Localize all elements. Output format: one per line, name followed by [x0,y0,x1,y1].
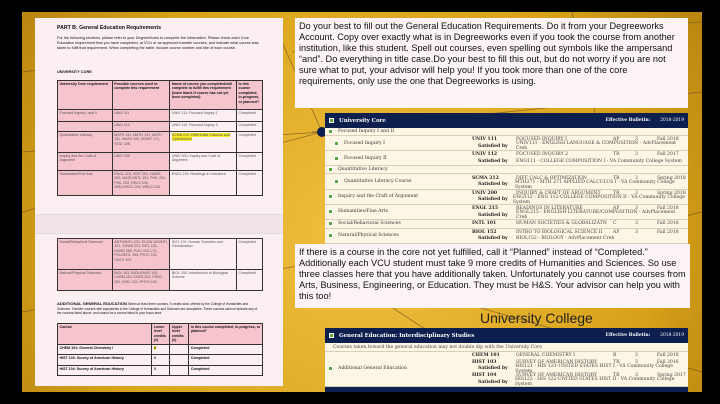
requirement-label: Focused Inquiry I and II [338,129,395,134]
requirement-row [325,136,688,151]
requirement-row [325,229,688,244]
course-code[interactable]: HIST 103 [472,359,497,365]
table-cell[interactable] [112,122,170,132]
instruction-note-2: If there is a course in the core not yet fulfilled, call it “Planned” instead of “Completed.” Additionally each VCU student must take 9 more credits of Humanities and Sciences. So use three classes here that you have additionally taken. Unfortunately you cannot use courses from Arts, Business, Engineering, or Education. They must be H&S. Your advisor can help you with this too! [295,244,690,308]
column-header: Possible courses used to complete this requirement [112,81,170,110]
requirement-courses [472,205,688,219]
satisfied-by-label: Satisfied by [478,182,508,188]
panel-title: University Core [339,117,386,124]
check-icon [328,194,333,199]
panel-footer [325,387,688,392]
table-row [58,153,263,171]
table-cell[interactable] [170,355,189,366]
table-cell[interactable] [237,270,263,291]
course-code[interactable]: UNIV 112 [472,152,498,158]
bulletin-label: Effective Bulletin: [605,333,651,338]
table-cell[interactable] [112,110,170,122]
term: Fall 2016 [657,359,679,365]
additional-note: Select at least three courses, 9 credits total, offered by the College of Humanities and Sciences. Transfer courses with equivalents in the College of Humanities and Sciences are acceptable. These courses cannot replicate any of the courses listed above, and cannot be a course listed in your focus area. [57,302,258,316]
satisfied-by-label: Satisfied by [478,212,508,218]
cell-text: Completed [190,366,210,371]
bulletin-label: Effective Bulletin: [605,118,651,123]
course-title: SURVEY OF AMERICAN HISTORY [516,373,597,379]
transfer-detail: MTH271 - MTH 271 APPLIED CALCULUS I - VA Community College System [514,179,675,190]
column-header: University Core requirement [58,81,113,110]
check-icon [329,118,334,123]
check-icon [328,233,333,238]
check-icon [328,129,333,134]
table-cell[interactable] [112,239,170,270]
cell-text: HIST 103: Survey of American History [59,356,124,361]
credits: 3 [635,221,638,227]
table-cell[interactable] [58,110,113,122]
credits: 3 [635,359,638,365]
requirement-name [325,166,472,173]
cell-text: BIOL 101, BIOL/ENVS 103, CHEM 110, ENVS 201, FRSC 200, INSC 201, PHYS 103 [114,271,163,284]
requirement-courses [472,136,688,150]
requirement-courses [472,128,688,135]
course-title: GENERAL CHEMISTRY I [516,353,575,359]
requirement-name [325,174,472,188]
credits: 3 [635,229,638,235]
requirement-name [325,205,472,219]
cell-text: Completed [238,172,256,176]
table-cell[interactable] [58,239,113,270]
table-cell[interactable] [237,110,263,122]
cell-text: Focused Inquiry I and II [59,111,98,115]
cell-text: HIST 104: Survey of American History [59,366,124,371]
satisfied-by-label: Satisfied by [478,366,508,372]
table-cell[interactable] [58,344,152,355]
check-icon [329,333,334,338]
bulletin-value: 2018-2019 [660,333,684,338]
requirement-label: Quantitative Literacy [338,167,388,173]
credits: 3 [635,152,638,158]
column-header: Name of course you completed/will complete to fulfill this requirement (leave blank if course has not yet been completed) [170,81,237,110]
course-line [472,363,688,374]
requirement-row [325,128,688,136]
credits: 3 [635,373,638,379]
table-cell[interactable] [58,355,152,366]
course-line [472,158,688,165]
table-row [58,270,263,291]
requirement-label: Quantitative Literacy Course [344,178,412,184]
course-title: INQUIRY & CRAFT OF ARGUMENT [516,190,601,196]
instruction-note-1: Do your best to fill out the General Education Requirements. Do it from your Degreeworks Account. Copy over exactly what is in Degreeworks even if you took the course from another institution, like this student. Spell out courses, even spelling out symbols like the ampersand “and”. Do everything in title case.Do your best to fill this out, but do not worry if you are not sure what to put, your advisor will help you! If you took more than one of the core requirements, only use the one that Degreeworks is using. [295,18,688,108]
requirement-courses [472,166,688,173]
table-cell[interactable] [170,153,237,171]
grade: TR [613,190,620,196]
check-icon [334,179,339,184]
table-cell[interactable] [237,132,263,153]
requirement-courses [472,352,688,386]
table-cell[interactable] [58,153,113,171]
grade: TR [613,175,620,181]
table-cell[interactable] [170,270,237,291]
satisfied-by-label: Satisfied by [478,143,508,149]
table-cell[interactable] [58,270,113,291]
requirement-label: Social/Behavioral Sciences [338,221,401,227]
requirement-name [325,190,472,204]
cell-text: CHEM 101: General Chemistry I [59,345,114,350]
cell-text: UNIV 112 [114,123,130,127]
cell-text: SCMA 212: Differential Calculus and Optimization [171,133,230,142]
table-cell[interactable] [170,132,237,153]
table-row [58,355,263,366]
course-title: SURVEY OF AMERICAN HISTORY [516,359,597,365]
satisfied-by-label: Satisfied by [478,236,508,242]
university-college-watermark: University College [480,310,593,326]
course-line [472,379,688,386]
table-cell[interactable] [170,365,189,376]
panel-header [325,113,688,128]
course-line [472,143,688,150]
requirement-name [325,220,472,228]
table-row [58,344,263,355]
requirement-row [325,205,688,220]
course-title: FOCUSED INQUIRY 2 [516,152,569,158]
term: Fall 2018 [657,206,679,212]
transfer-detail: ENG112 - ENG 112-COLLEGE COMPOSITION II - VA Community College System [512,194,685,205]
credits: 3 [635,175,638,181]
cell-text: Social/Behavioral Sciences [59,240,103,244]
requirement-label: Focused Inquiry I [344,140,385,146]
requirement-row [325,352,688,387]
course-code[interactable]: UNIV 111 [472,137,498,143]
term: Fall 2018 [657,221,679,227]
transfer-detail: ENG111 - COLLEGE COMPOSITION I - VA Community College System [516,159,682,165]
column-header: Lower level credits (#) [152,324,170,345]
table-cell[interactable] [189,355,263,366]
course-line [472,229,688,236]
course-title: READINGS IN LITERATURE [516,206,583,212]
cell-text: 3 [153,345,156,350]
requirement-row [325,174,688,189]
check-icon [334,141,339,146]
header-row [58,324,263,345]
column-header: Is this course completed, in-progress, or planned? [237,81,263,110]
table-cell[interactable] [58,171,113,196]
transfer-detail: HIS121 - HIS 121-UNITED STATES HIST I - VA Community College System [515,363,673,374]
check-icon [328,366,333,371]
table-cell[interactable] [189,365,263,376]
check-icon [328,209,333,214]
column-header: Upper level credits (#) [170,324,189,345]
grade: TR [613,359,620,365]
requirement-label: Focused Inquiry II [344,155,387,161]
requirement-courses [472,151,688,165]
cell-text: Inquiry and the Craft of Argument [59,154,97,163]
cell-text: Completed [238,123,256,127]
degreeworks-university-core [325,113,688,249]
additional-label: ADDITIONAL GENERAL EDUCATION [57,301,127,306]
credits: 3 [635,206,638,212]
requirement-row [325,166,688,174]
requirement-label: Humanities/Fine Arts [338,209,388,215]
term: Spring 2017 [657,373,686,379]
table-cell[interactable] [112,171,170,196]
course-line [472,152,688,159]
transfer-detail: UNIV111 - ENGLISH LANGUAGE & COMPOSITION - AdvPlacement Creb [515,141,676,152]
table-cell[interactable] [58,122,113,132]
course-code[interactable]: SCMA 212 [472,175,499,181]
table-cell[interactable] [58,132,113,153]
cell-text: Quantitative Literacy [59,133,93,137]
cell-text: Completed [238,154,256,158]
table-cell[interactable] [58,365,152,376]
cell-text: Humanities/Fine Arts [59,172,93,176]
satisfied-by-label: Satisfied by [478,159,508,165]
panel-header [325,328,688,343]
transfer-detail: BIOL152 - BIOLOGY - AdvPlacement Creb [516,236,615,242]
cell-text: ANTH/INTL 103, ECON 101/INTL 101, GSWS 201, INTL 101, HUMS 250, POLI 103 U.S., POLI/INTL 105, PSYC 101, SOCY 101 [114,240,168,262]
table-cell[interactable] [152,355,170,366]
table-row [58,239,263,270]
cell-text: UNIV 200: Inquiry and Craft of Argument [171,154,221,163]
degreeworks-interdisciplinary [325,328,688,392]
course-code[interactable]: BIOL 152 [472,229,497,235]
requirement-courses [472,190,688,204]
table-cell[interactable] [170,110,237,122]
requirement-name [325,352,472,386]
cell-text: ENGL 215: Readings in Literature [171,172,226,176]
course-line [472,212,688,219]
satisfied-by-label: Satisfied by [478,197,508,203]
header-row [58,81,263,110]
course-code[interactable]: ENGL 215 [472,206,499,212]
additional-table [57,323,263,376]
table-cell[interactable] [152,365,170,376]
bulletin-value: 2018-2019 [660,118,684,123]
grade: AP [613,206,620,212]
table-cell[interactable] [237,171,263,196]
term: Fall 2018 [657,137,679,143]
panel-title: General Education: Interdisciplinary Studies [339,332,475,339]
cell-text: Completed [238,111,256,115]
course-code[interactable]: UNIV 200 [472,190,498,196]
requirement-name [325,151,472,165]
form-intro: For the following sections, please refer to your DegreeWorks to complete the information. Please check each Core Education requirement that you have completed, at VCU or as approved transfer courses, and indicate what course was taken to fulfil that requirement. When completing the table, include course number and title of each course. [57,36,259,50]
term: Fall 2018 [657,229,679,235]
requirement-courses [472,229,688,243]
table-cell[interactable] [237,153,263,171]
page-break [35,214,283,234]
cell-text: INTL 101: Human Societies and Globalization [171,240,223,249]
table-cell[interactable] [170,344,189,355]
course-line [472,194,688,205]
table-cell[interactable] [189,344,263,355]
course-title: DIFF CALC & OPTIMIZATION [516,175,587,181]
requirement-courses [472,174,688,188]
additional-section [57,302,262,316]
cell-text: BIOL 152: Introduction to Biological Science [171,271,229,280]
check-icon [334,156,339,161]
course-code[interactable]: HIST 104 [472,373,497,379]
course-line [472,236,688,243]
course-code[interactable]: INTL 101 [472,221,497,227]
cell-text: UNIV 200 [114,154,130,158]
cell-text: Completed [190,356,210,361]
requirement-label: Additional General Education [338,366,407,372]
column-header: Course [58,324,152,345]
cell-text: UNIV 111 [114,111,130,115]
cell-text: Natural/Physical Sciences [59,271,102,275]
cell-text: Completed [238,133,256,137]
credits: 3 [635,353,638,359]
table-cell[interactable] [170,171,237,196]
table-cell[interactable] [170,122,237,132]
gen-ed-form-document [35,18,283,386]
course-line [472,181,688,188]
table-cell[interactable] [170,239,237,270]
requirement-label: Inquiry and the Craft of Argument [338,194,419,200]
transfer-detail: ENGL215 - ENGLISH LITERATURE/COMPOSITION - AdvPlacement Creb [515,210,676,221]
credits: 3 [635,137,638,143]
course-title: HUMAN SOCIETIES & GLOBALIZATN [516,221,607,227]
term: Spring 2018 [657,190,686,196]
satisfied-by-label: Satisfied by [478,379,508,385]
course-code[interactable]: CHEM 101 [472,353,500,359]
cell-text: Completed [238,240,256,244]
requirement-name [325,128,472,135]
requirement-name [325,136,472,150]
table-row [58,110,263,122]
transfer-detail: HIS122 - HIS 122-UNITED STATES HIST II - VA Community College System [514,377,675,388]
table-row [58,171,263,196]
table-row [58,132,263,153]
requirement-name [325,229,472,243]
table-row [58,365,263,376]
core-table [57,80,263,291]
requirement-row [325,190,688,205]
cell-text: UNIV 111: Focused Inquiry 1 [171,111,218,115]
grade: AP [613,137,620,143]
grade: B [613,353,617,359]
course-line [472,220,688,227]
course-title: FOCUSED INQUIRY I [516,137,567,143]
table-cell[interactable] [112,270,170,291]
term: Fall 2017 [657,152,679,158]
double-dip-note: Courses taken toward the general education may not double dip with the University Core [325,343,688,352]
form-title: PART B: General Education Requirements [57,25,161,31]
cell-text: Completed [238,271,256,275]
grade: TR [613,152,620,158]
grade: TR [613,373,620,379]
cell-text: 3 [153,356,156,361]
table-cell[interactable] [112,153,170,171]
core-label: UNIVERSITY CORE [57,70,92,74]
table-cell[interactable] [237,122,263,132]
check-icon [328,167,333,172]
table-cell[interactable] [152,344,170,355]
table-cell[interactable] [237,239,263,270]
cell-text: ENGL 215, HIST 201, HUMS 250, MASC/INTL 151, PHIL 201, PHIL 202, RELS 108, WRLD/INTL 203, WRLD 230 [114,172,167,190]
course-line [472,353,688,360]
course-title: INTRO TO BIOLOGICAL SCIENCE II [516,229,603,235]
requirement-row [325,220,688,229]
cell-text: 3 [153,366,156,371]
cell-text: MATH 131, MATH 141, MATH 151, MATH 200, MGMT 171, STAT 208 [114,133,162,146]
cell-text: UNIV 112: Focused Inquiry 2 [171,123,218,127]
term: Fall 2018 [657,353,679,359]
grade: C [613,221,617,227]
table-cell[interactable] [112,132,170,153]
term: Spring 2018 [657,175,686,181]
requirement-row [325,151,688,166]
column-header: Is this course completed, in-progress, or planned? [189,324,263,345]
cell-text: Completed [190,345,210,350]
check-icon [328,221,333,226]
requirement-label: Natural/Physical Sciences [338,233,399,239]
table-row [58,122,263,132]
credits: 3 [635,190,638,196]
requirement-courses [472,220,688,228]
grade: AP [613,229,620,235]
